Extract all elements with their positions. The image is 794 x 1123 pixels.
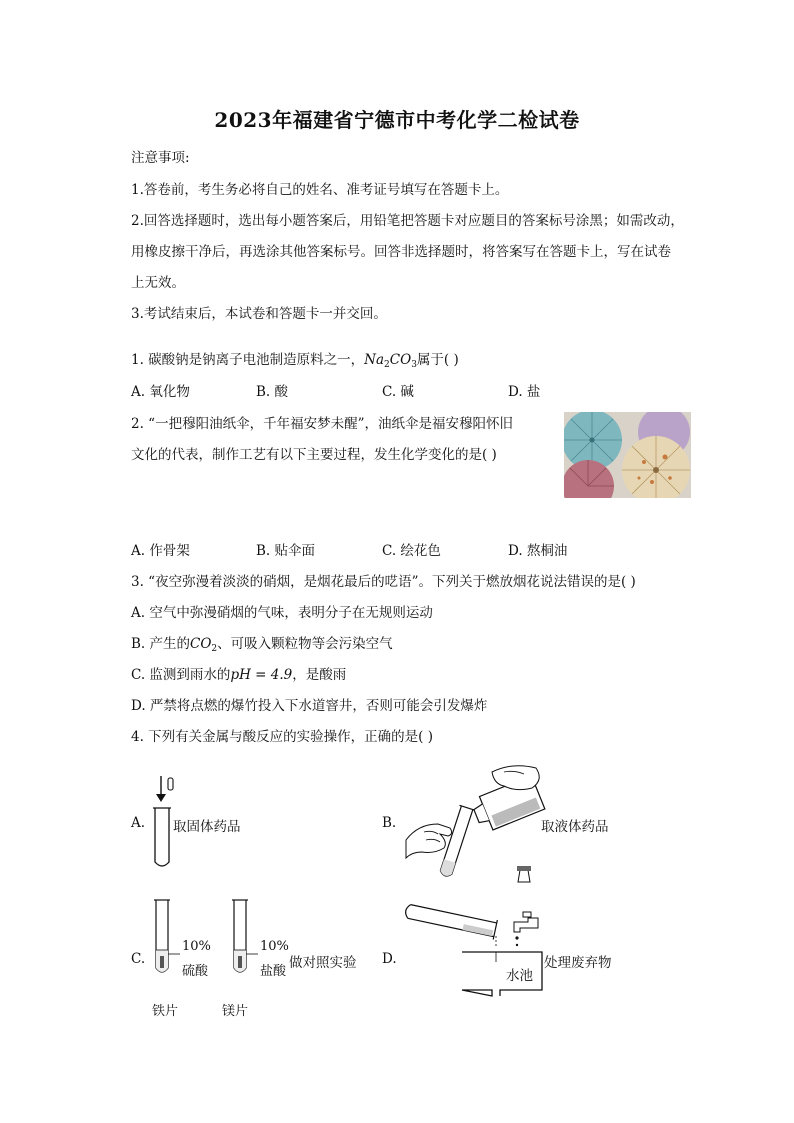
- notice-item-2: 2.回答选择题时，选出每小题答案后，用铅笔把答题卡对应题目的答案标号涂黑；如需改动，: [131, 213, 684, 229]
- q4-option-b-caption: 取液体药品: [541, 819, 609, 835]
- q4-option-a-caption: 取固体药品: [173, 819, 241, 835]
- metal-1-label: 铁片: [152, 1004, 179, 1019]
- q4-option-c-letter: C.: [131, 951, 146, 967]
- notice-item-2-end: 上无效。: [131, 275, 185, 291]
- acid-1-name: 硫酸: [182, 964, 209, 979]
- question-1-formula: $Na_2CO_3$: [364, 352, 417, 370]
- q4-option-c-caption: 做对照实验: [289, 955, 357, 971]
- notice-item-2-cont: 用橡皮擦干净后，再选涂其他答案标号。回答非选择题时，将答案写在答题卡上，写在试卷: [131, 244, 671, 260]
- question-1-stem: [131, 348, 459, 370]
- q2-option-a: A. 作骨架: [131, 543, 190, 559]
- question-2-line-1: 2. “一把穆阳油纸伞，千年福安梦未醒”，油纸伞是福安穆阳怀旧: [131, 416, 513, 432]
- q1-option-c: C. 碱: [382, 384, 414, 400]
- question-2-line-2: 文化的代表，制作工艺有以下主要过程，发生化学变化的是( ): [131, 447, 497, 463]
- q1-option-a: A. 氧化物: [131, 384, 190, 400]
- metal-2-label: 镁片: [222, 1004, 249, 1019]
- acid-1-concentration: 10%: [182, 939, 211, 954]
- q3-option-c: C. 监测到雨水的pH = 4.9，是酸雨: [131, 667, 347, 683]
- q2-option-c: C. 绘花色: [382, 543, 441, 559]
- q4-option-d-letter: D.: [382, 951, 397, 967]
- q3-option-b: B. 产生的$CO_2$、可吸入颗粒物等会污染空气: [131, 636, 393, 654]
- q1-option-d: D. 盐: [508, 384, 541, 400]
- acid-2-concentration: 10%: [260, 939, 289, 954]
- q4-option-a-letter: A.: [131, 815, 146, 831]
- q2-option-b: B. 贴伞面: [256, 543, 316, 559]
- q3-option-a: A. 空气中弥漫硝烟的气味，表明分子在无规则运动: [131, 605, 433, 621]
- question-1-suffix: 属于( ): [416, 352, 459, 368]
- notice-item-3: 3.考试结束后，本试卷和答题卡一并交回。: [131, 306, 387, 322]
- question-4-stem: 4. 下列有关金属与酸反应的实验操作，正确的是( ): [131, 729, 433, 745]
- question-1-prefix: 1. 碳酸钠是钠离子电池制造原料之一，: [131, 352, 365, 368]
- sink-label: 水池: [506, 968, 533, 984]
- q2-option-d: D. 熬桐油: [508, 543, 568, 559]
- q3-option-d: D. 严禁将点燃的爆竹投入下水道窨井，否则可能会引发爆炸: [131, 698, 488, 714]
- q4-option-d-caption: 处理废弃物: [544, 955, 612, 971]
- oil-paper-umbrella-photo: [564, 412, 691, 498]
- q4-option-b-letter: B.: [382, 815, 397, 831]
- q1-option-b: B. 酸: [256, 384, 289, 400]
- question-3-stem: 3. “夜空弥漫着淡淡的硝烟，是烟花最后的呓语”。下列关于燃放烟花说法错误的是( ): [131, 574, 636, 590]
- page-title: 2023年福建省宁德市中考化学二检试卷: [214, 108, 580, 132]
- pouring-liquid-figure: [404, 762, 544, 887]
- notice-heading: 注意事项:: [131, 150, 190, 166]
- acid-2-name: 盐酸: [260, 964, 287, 979]
- notice-item-1: 1.答卷前，考生务必将自己的姓名、准考证号填写在答题卡上。: [131, 182, 509, 198]
